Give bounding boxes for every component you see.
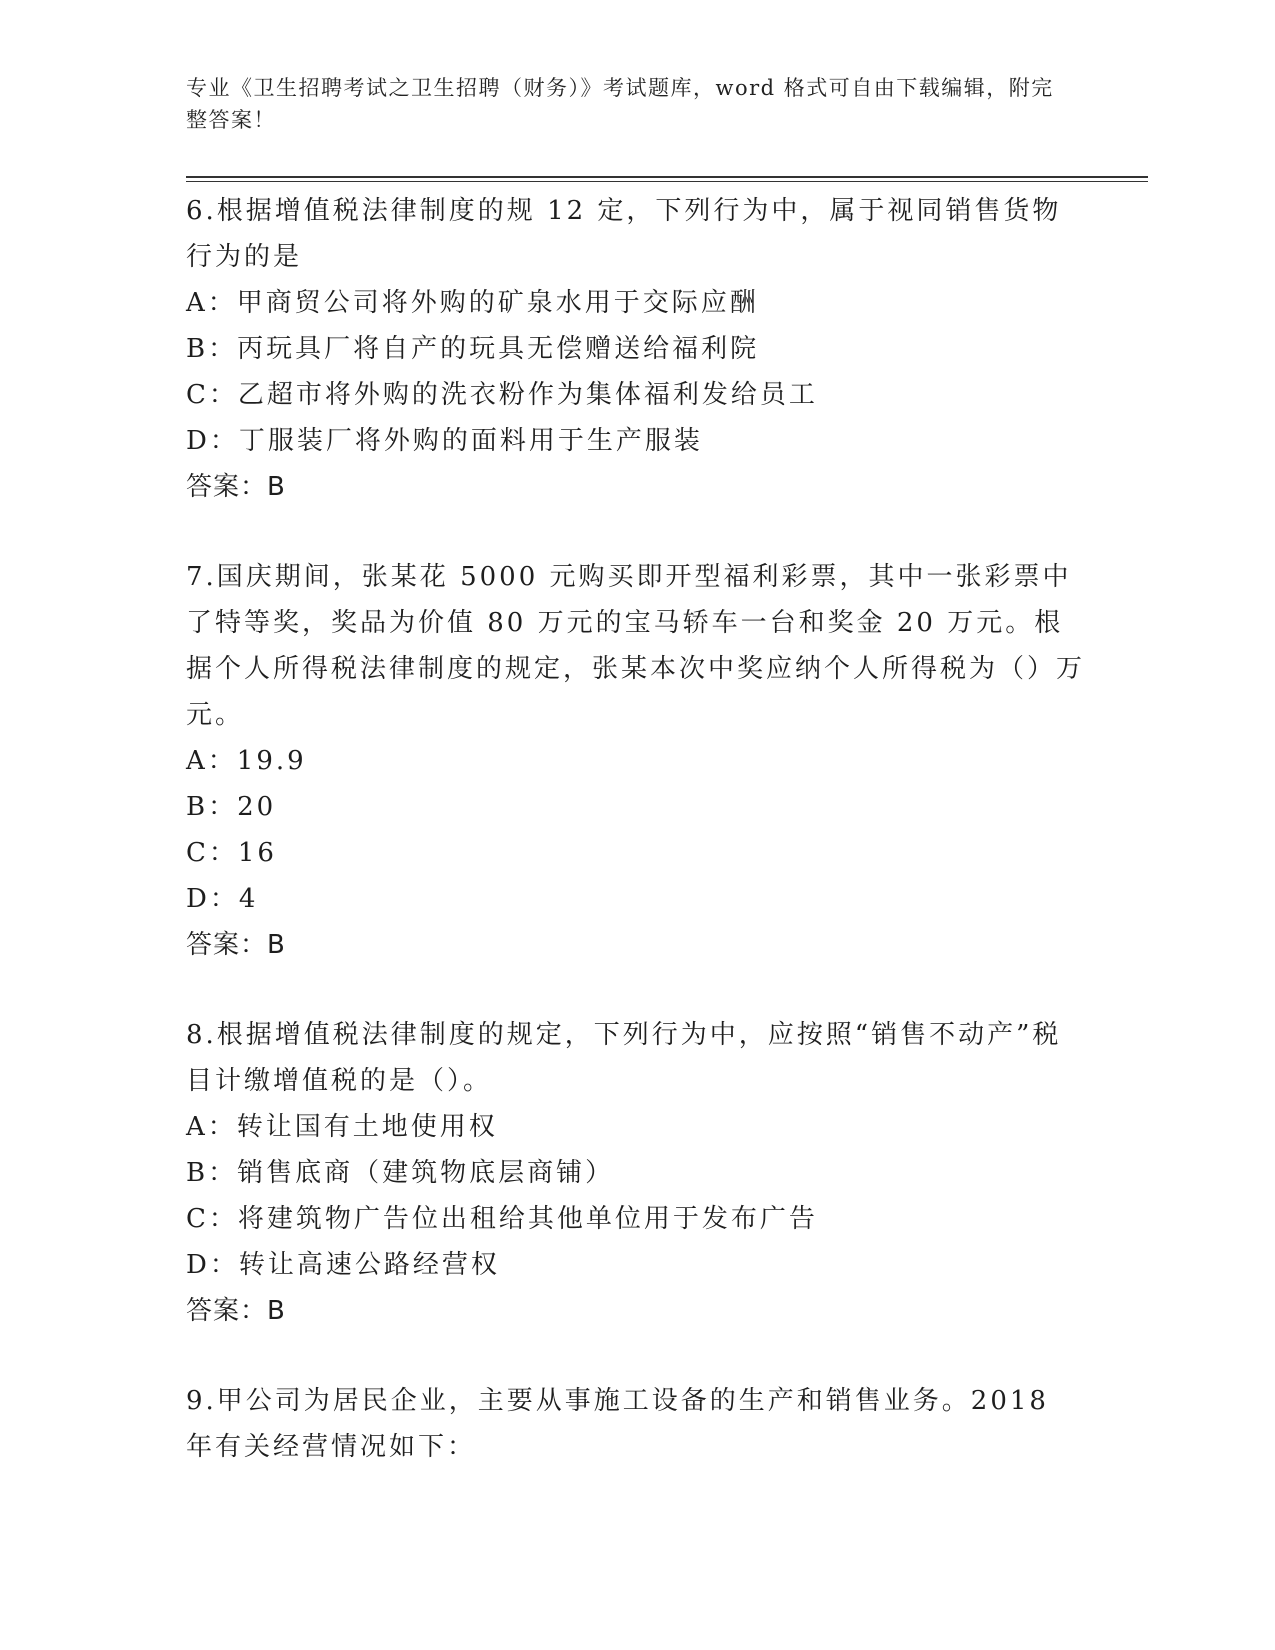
document-header: 专业《卫生招聘考试之卫生招聘（财务）》考试题库，word 格式可自由下载编辑，附完整答案！ <box>186 76 1054 132</box>
question-stem: 8.根据增值税法律制度的规定，下列行为中，应按照“销售不动产”税目计缴增值税的是（）。 <box>186 1020 1062 1096</box>
option-a: A：甲商贸公司将外购的矿泉水用于交际应酬 <box>186 288 759 318</box>
header-divider-thin <box>186 181 1148 182</box>
option-a: A：转让国有土地使用权 <box>186 1112 498 1142</box>
option-b: B：丙玩具厂将自产的玩具无偿赠送给福利院 <box>186 334 760 364</box>
question-stem: 9.甲公司为居民企业，主要从事施工设备的生产和销售业务。2018 年有关经营情况如下： <box>186 1386 1049 1462</box>
question-list <box>186 188 1086 1514</box>
question-9 <box>186 1378 1086 1470</box>
option-c: C：将建筑物广告位出租给其他单位用于发布广告 <box>186 1204 818 1234</box>
answer: 答案：B <box>186 1296 286 1326</box>
answer: 答案：B <box>186 472 286 502</box>
option-d: D：丁服装厂将外购的面料用于生产服装 <box>186 426 703 456</box>
question-stem: 6.根据增值税法律制度的规 12 定，下列行为中，属于视同销售货物行为的是 <box>186 196 1062 272</box>
option-b: B：20 <box>186 792 277 822</box>
question-6 <box>186 188 1086 510</box>
question-8 <box>186 1012 1086 1334</box>
option-d: D：4 <box>186 884 259 914</box>
option-d: D：转让高速公路经营权 <box>186 1250 500 1280</box>
question-stem: 7.国庆期间，张某花 5000 元购买即开型福利彩票，其中一张彩票中了特等奖，奖品为价值 80 万元的宝马轿车一台和奖金 20 万元。根据个人所得税法律制度的规定，张某本次中奖应纳个人所得税为（）万元。 <box>186 562 1086 730</box>
option-a: A：19.9 <box>186 746 307 776</box>
question-7 <box>186 554 1086 968</box>
option-b: B：销售底商（建筑物底层商铺） <box>186 1158 615 1188</box>
option-c: C：乙超市将外购的洗衣粉作为集体福利发给员工 <box>186 380 818 410</box>
option-c: C：16 <box>186 838 277 868</box>
header-divider-thick <box>186 176 1148 178</box>
answer: 答案：B <box>186 930 286 960</box>
